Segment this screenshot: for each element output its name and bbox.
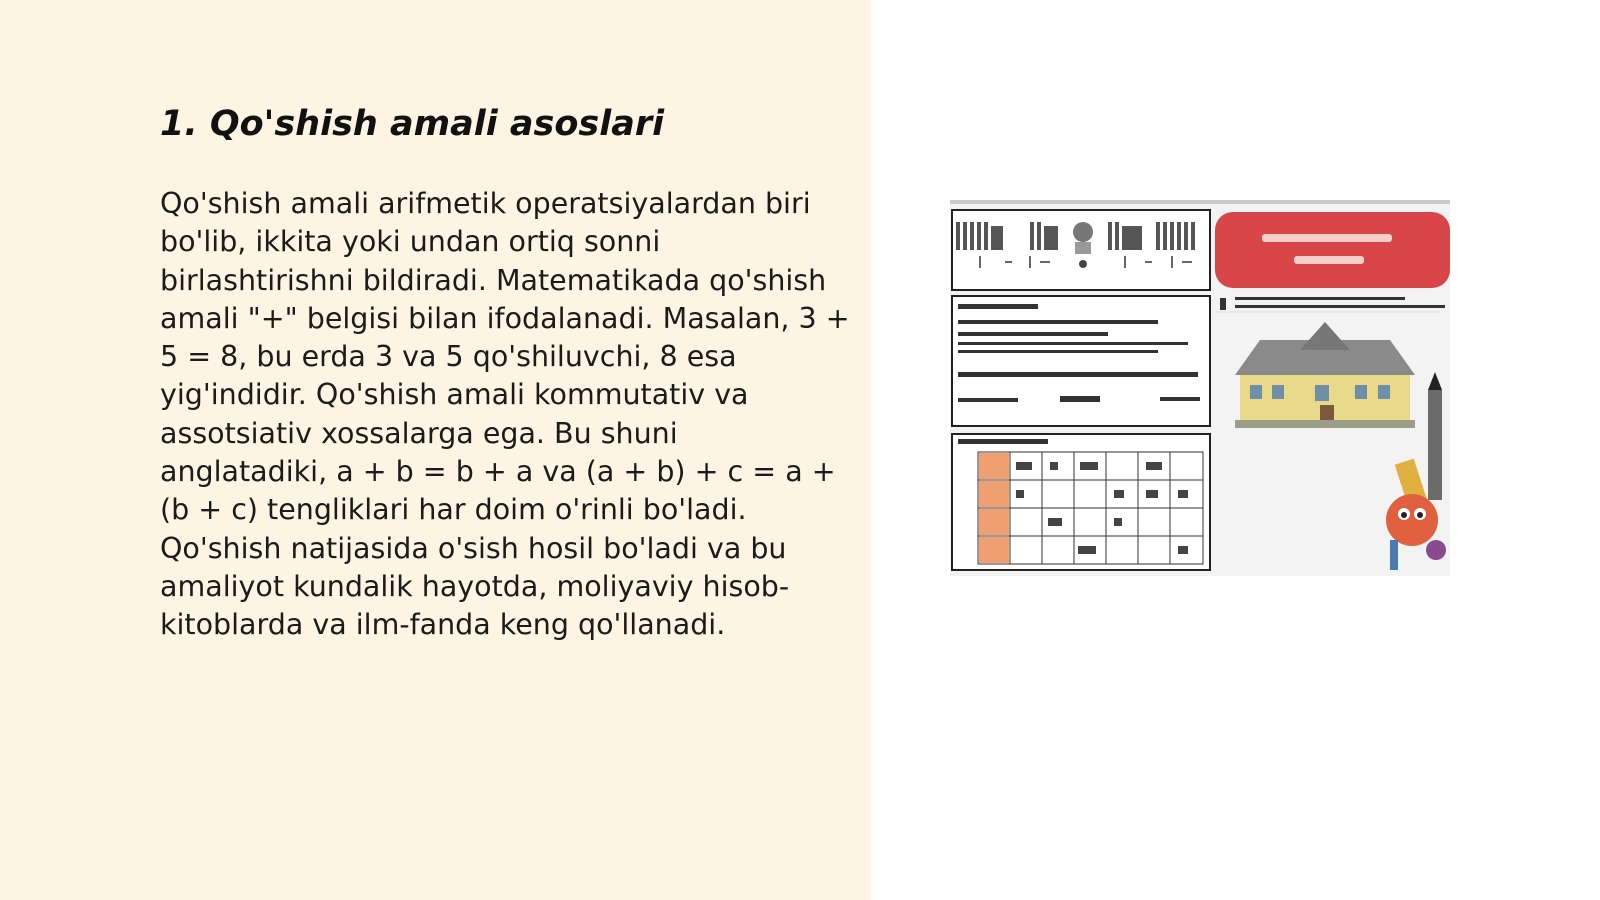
- red-banner: [1215, 212, 1450, 288]
- slide-body-text: Qo'shish amali arifmetik operatsiyalardan biri bo'lib, ikkita yoki undan ortiq sonni birlashtirishni bildiradi. Matematikada qo'shish amali "+" belgisi bilan ifodalanadi. Masalan, 3 + 5 = 8, bu erda 3 va 5 qo'shiluvchi, 8 esa yig'indidir. Qo'shish amali kommutativ va assotsiativ xossalarga ega. Bu shuni anglatadiki, a + b = b + a va (a + b) + c = a + (b + c) tengliklari har doim o'rinli bo'ladi. Qo'shish natijasida o'sish hosil bo'ladi va bu amaliyot kundalik hayotda, moliyaviy hisob-kitoblarda va ilm-fanda keng qo'llanadi.: [160, 187, 850, 642]
- fraction-table: [952, 434, 1210, 570]
- number-blocks-box: [952, 210, 1210, 290]
- exercise-box: [952, 296, 1210, 426]
- worksheet-image: [950, 200, 1450, 576]
- slide-title: 1. Qo'shish amali asoslari: [160, 104, 665, 144]
